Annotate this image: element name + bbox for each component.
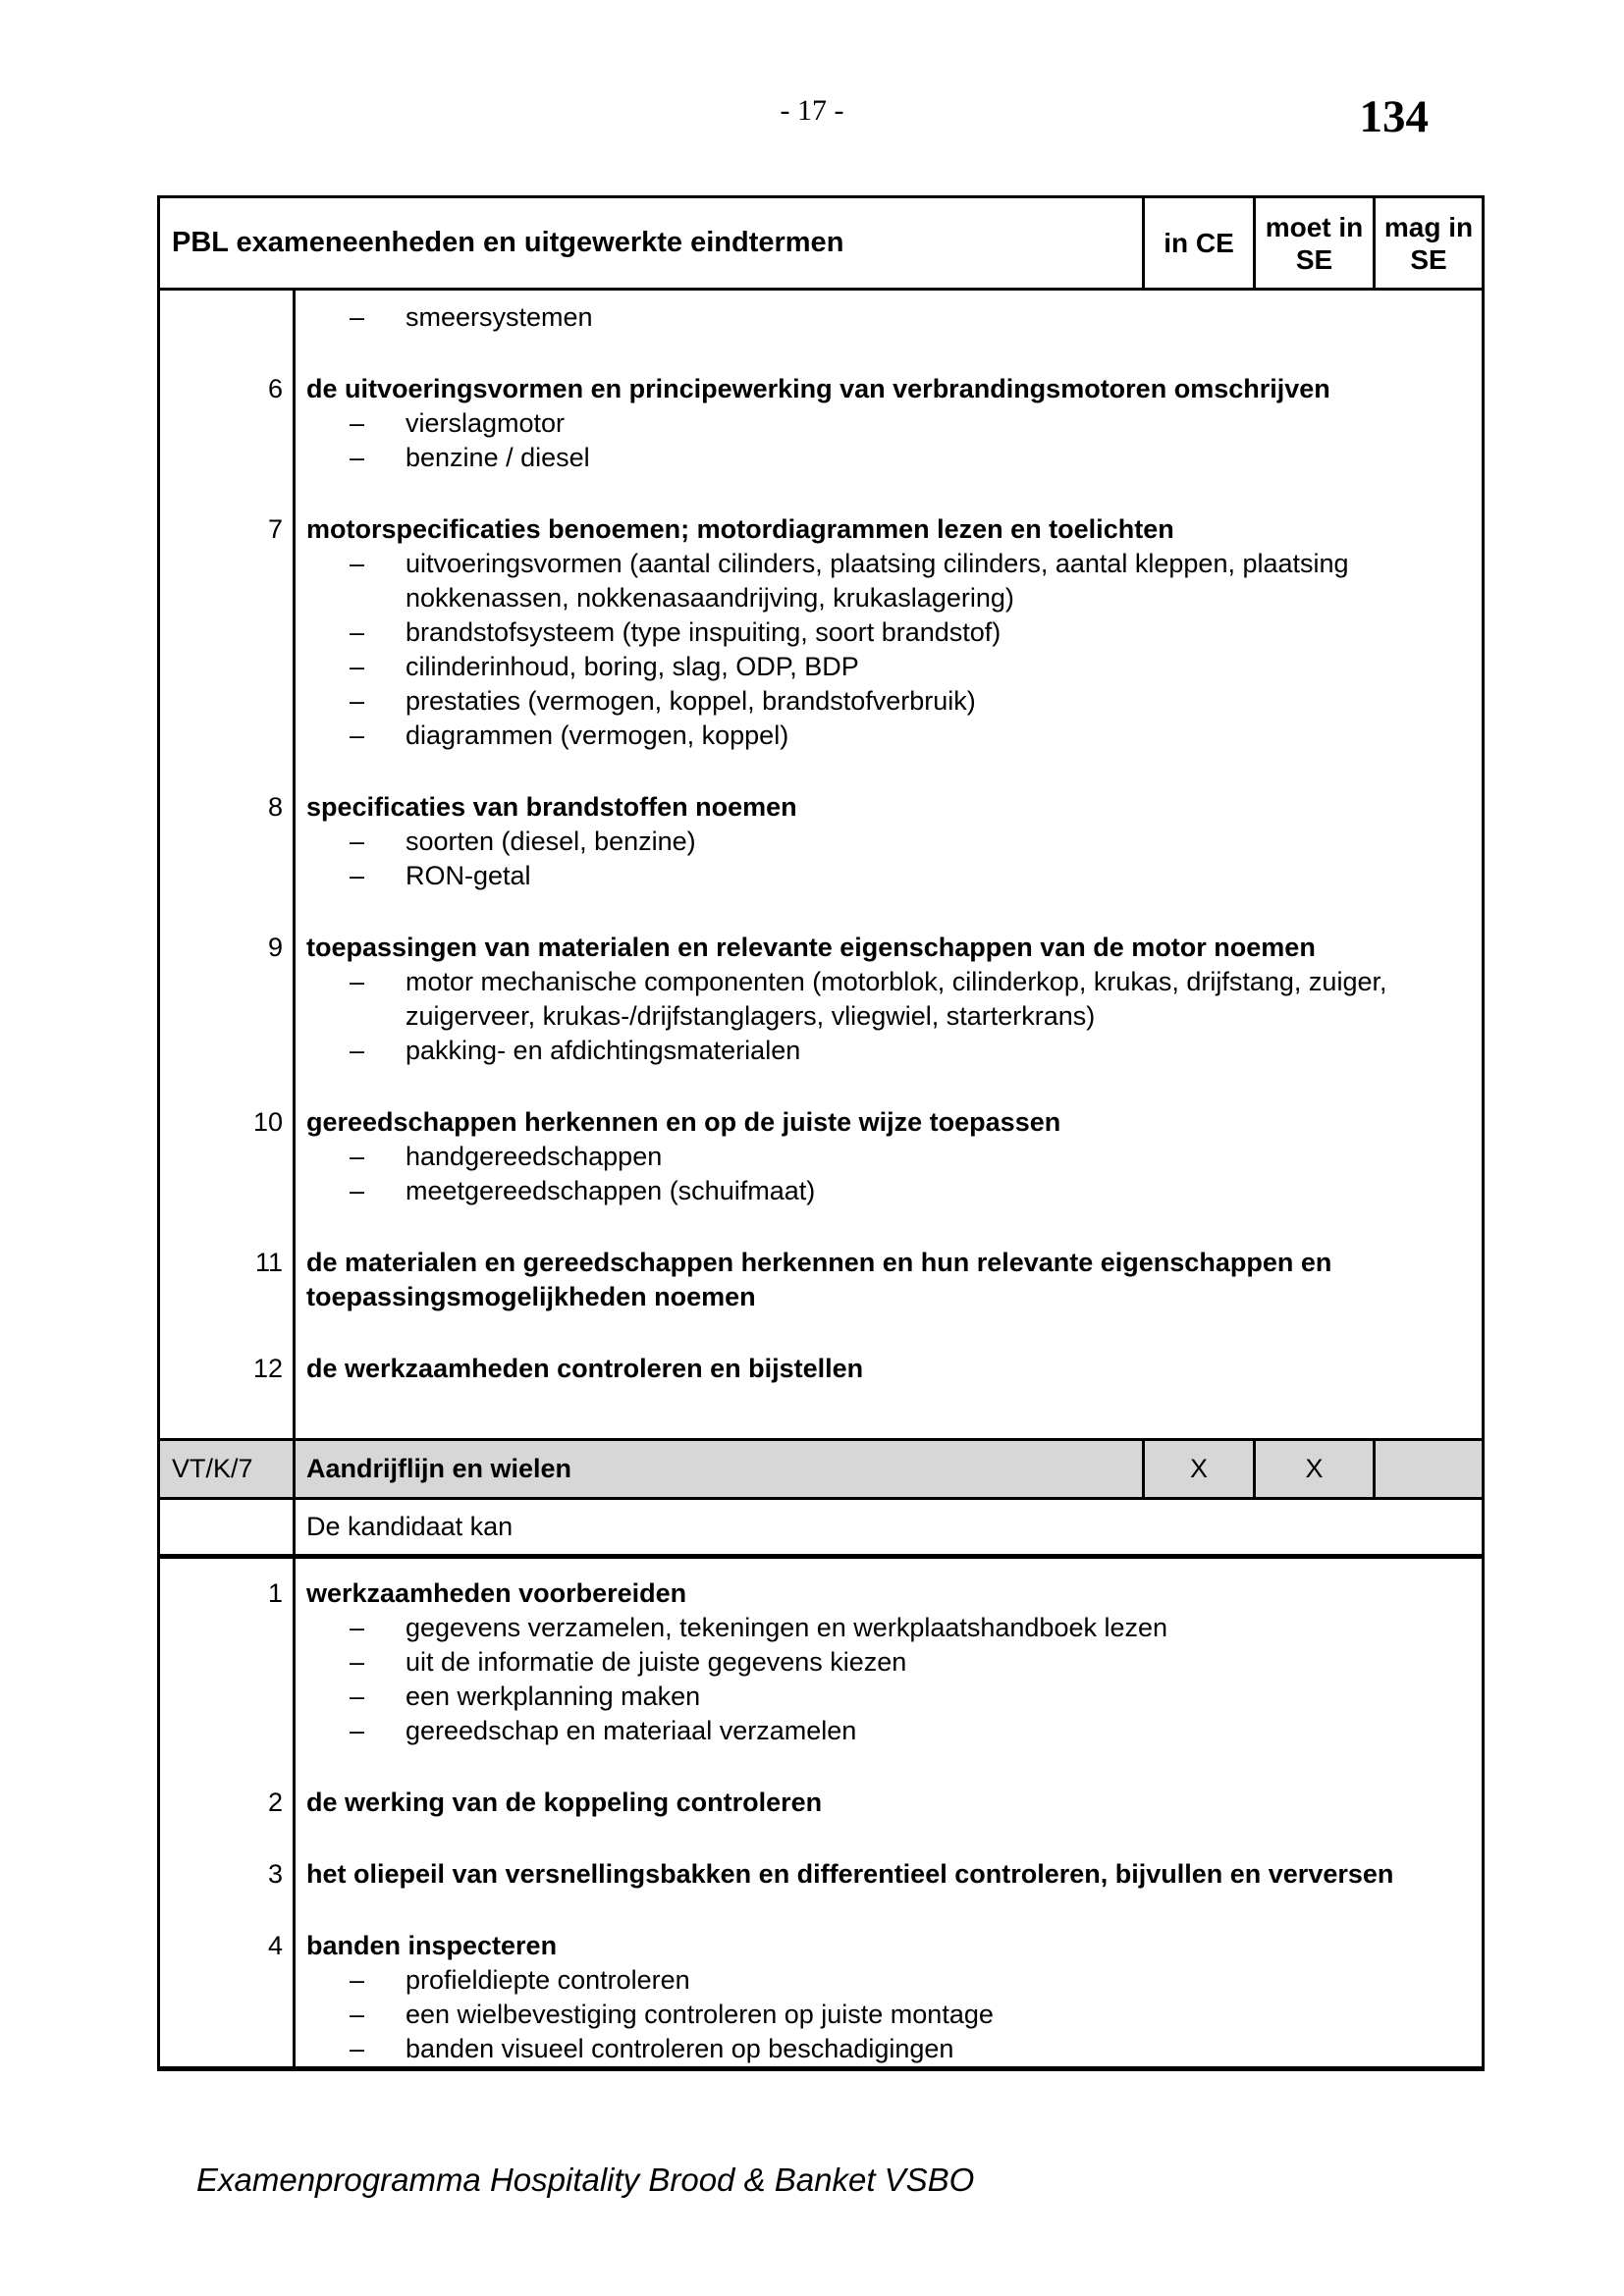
bullet-text: soorten (diesel, benzine) xyxy=(406,827,696,856)
bullet-item xyxy=(296,1034,1482,1068)
bullet-dash-icon: – xyxy=(350,652,365,681)
bullet-text: banden visueel controleren op beschadigingen xyxy=(406,2034,954,2063)
bullet-dash-icon: – xyxy=(350,2034,365,2063)
bullet-item xyxy=(296,441,1482,475)
section-title: de werkzaamheden controleren en bijstellen xyxy=(306,1354,864,1383)
bullet-text: gereedschap en materiaal verzamelen xyxy=(406,1716,857,1745)
section-title: de uitvoeringsvormen en principewerking van verbrandingsmotoren omschrijven xyxy=(306,374,1330,403)
bullet-item xyxy=(296,859,1482,893)
section-title: de materialen en gereedschappen herkennen en hun relevante eigenschappen en toepassingsmogelijkheden noemen xyxy=(306,1248,1332,1311)
section-title-line xyxy=(267,1576,1482,1611)
bullet-dash-icon: – xyxy=(350,302,365,332)
bullet-dash-icon: – xyxy=(350,686,365,716)
page-number-right: 134 xyxy=(1359,91,1429,142)
section-title-line xyxy=(252,1105,1482,1140)
body-row-engine-unit xyxy=(160,291,1482,1441)
section-number: 10 xyxy=(252,1107,283,1137)
col-header-in-ce: in CE xyxy=(1145,198,1256,288)
document-footer: Examenprogramma Hospitality Brood & Banket VSBO xyxy=(196,2162,975,2198)
eindtermen-content xyxy=(267,1559,1482,2066)
section-number: 2 xyxy=(267,1788,283,1817)
bullet-dash-icon: – xyxy=(350,1036,365,1065)
section xyxy=(267,1857,1482,1892)
section-title-line xyxy=(252,1352,1482,1386)
bullet-dash-icon: – xyxy=(350,1716,365,1745)
bullet-dash-icon: – xyxy=(350,1176,365,1205)
unit-mag-in-se-mark xyxy=(1376,1441,1482,1497)
bullet-item xyxy=(296,1998,1482,2032)
section-title: gereedschappen herkennen en op de juiste wijze toepassen xyxy=(306,1107,1061,1137)
bullet-dash-icon: – xyxy=(350,1613,365,1642)
bullet-item xyxy=(296,719,1482,753)
unit-in-ce-mark: X xyxy=(1145,1441,1256,1497)
bullet-text: smeersystemen xyxy=(406,302,593,332)
section-title: toepassingen van materialen en relevante eigenschappen van de motor noemen xyxy=(306,933,1316,962)
bullet-dash-icon: – xyxy=(350,443,365,472)
bullet-text: profieldiepte controleren xyxy=(406,1965,690,1995)
bullet-item xyxy=(296,547,1482,615)
section xyxy=(267,790,1482,893)
bullet-item xyxy=(296,300,1482,335)
table-title-cell: PBL exameneenheden en uitgewerkte eindtermen xyxy=(160,198,1145,288)
section xyxy=(252,1352,1482,1386)
bullet-text: uit de informatie de juiste gegevens kiezen xyxy=(406,1647,907,1677)
bullet-dash-icon: – xyxy=(350,721,365,750)
number-column xyxy=(160,1500,296,1554)
col-header-moet-in-se: moet in SE xyxy=(1256,198,1376,288)
section-number: 6 xyxy=(267,374,283,403)
col-header-mag-in-se: mag in SE xyxy=(1383,211,1474,275)
bullet-item xyxy=(296,1963,1482,1998)
kandidaat-label: De kandidaat kan xyxy=(306,1512,514,1541)
section-title: banden inspecteren xyxy=(306,1931,558,1960)
section-title: specificaties van brandstoffen noemen xyxy=(306,792,797,822)
unit-code: VT/K/7 xyxy=(160,1441,296,1497)
bullet-text: prestaties (vermogen, koppel, brandstofverbruik) xyxy=(406,686,976,716)
bullet-dash-icon: – xyxy=(350,827,365,856)
section-number: 12 xyxy=(252,1354,283,1383)
bullet-text: handgereedschappen xyxy=(406,1142,663,1171)
eindtermen-content xyxy=(252,291,1482,1438)
section xyxy=(267,1576,1482,1748)
bullet-dash-icon: – xyxy=(350,408,365,438)
table-header-row xyxy=(160,198,1482,291)
section-title-line xyxy=(267,372,1482,406)
section-title-line xyxy=(254,1246,1482,1314)
section xyxy=(252,1105,1482,1208)
section-title-line xyxy=(267,1857,1482,1892)
section xyxy=(267,1786,1482,1820)
section-number: 4 xyxy=(267,1931,283,1960)
bullet-item xyxy=(296,1714,1482,1748)
eindtermen-table xyxy=(157,195,1485,2071)
unit-moet-in-se-mark: X xyxy=(1256,1441,1376,1497)
body-row-aandrijflijn xyxy=(160,1559,1482,2066)
bullet-text: meetgereedschappen (schuifmaat) xyxy=(406,1176,816,1205)
bullet-text: vierslagmotor xyxy=(406,408,566,438)
section-title-line xyxy=(267,1929,1482,1963)
section xyxy=(267,512,1482,753)
section-title-line xyxy=(267,1786,1482,1820)
bullet-item xyxy=(296,2032,1482,2066)
bullet-item xyxy=(296,1611,1482,1645)
bullet-dash-icon: – xyxy=(350,2000,365,2029)
bullet-dash-icon: – xyxy=(350,1647,365,1677)
section-title: motorspecificaties benoemen; motordiagrammen lezen en toelichten xyxy=(306,514,1174,544)
section xyxy=(267,1929,1482,2066)
unit-title: Aandrijflijn en wielen xyxy=(296,1441,1145,1497)
bullet-text: brandstofsysteem (type inspuiting, soort brandstof) xyxy=(406,617,1001,647)
bullet-text: diagrammen (vermogen, koppel) xyxy=(406,721,789,750)
section-number: 9 xyxy=(267,933,283,962)
kandidaat-row xyxy=(160,1500,1482,1559)
section-title-line xyxy=(267,512,1482,547)
bullet-text: een wielbevestiging controleren op juiste montage xyxy=(406,2000,994,2029)
section xyxy=(267,931,1482,1068)
section-title: de werking van de koppeling controleren xyxy=(306,1788,823,1817)
bullet-dash-icon: – xyxy=(350,1965,365,1995)
unit-row-vtk7 xyxy=(160,1441,1482,1500)
section xyxy=(254,1246,1482,1314)
section-title-line xyxy=(267,790,1482,825)
page-number-center: - 17 - xyxy=(780,94,844,127)
bullet-item xyxy=(296,1680,1482,1714)
bullet-item xyxy=(296,1140,1482,1174)
bullet-dash-icon: – xyxy=(350,617,365,647)
bullet-item xyxy=(296,1174,1482,1208)
bullet-text: pakking- en afdichtingsmaterialen xyxy=(406,1036,801,1065)
bullet-text: uitvoeringsvormen (aantal cilinders, plaatsing cilinders, aantal kleppen, plaatsing nokkenassen, nokkenasaandrijving, krukaslagering) xyxy=(406,549,1349,613)
bullet-text: een werkplanning maken xyxy=(406,1682,701,1711)
bullet-item xyxy=(296,684,1482,719)
bullet-dash-icon: – xyxy=(350,1142,365,1171)
bullet-item xyxy=(296,650,1482,684)
section-number: 3 xyxy=(267,1859,283,1889)
bullet-item xyxy=(296,825,1482,859)
bullet-dash-icon: – xyxy=(350,549,365,578)
section xyxy=(267,372,1482,475)
section-number: 1 xyxy=(267,1578,283,1608)
section-number: 11 xyxy=(254,1248,283,1277)
bullet-dash-icon: – xyxy=(350,1682,365,1711)
bullet-dash-icon: – xyxy=(350,967,365,996)
bullet-item xyxy=(296,406,1482,441)
bullet-item xyxy=(296,965,1482,1034)
bullet-item xyxy=(296,1645,1482,1680)
bullet-text: cilinderinhoud, boring, slag, ODP, BDP xyxy=(406,652,859,681)
bullet-text: motor mechanische componenten (motorblok, cilinderkop, krukas, drijfstang, zuiger, zuigerveer, krukas-/drijfstanglagers, vliegwiel, starterkrans) xyxy=(406,967,1387,1031)
section-title: werkzaamheden voorbereiden xyxy=(306,1578,687,1608)
section-title: het oliepeil van versnellingsbakken en differentieel controleren, bijvullen en verversen xyxy=(306,1859,1394,1889)
section-title-line xyxy=(267,931,1482,965)
bullet-text: benzine / diesel xyxy=(406,443,590,472)
bullet-dash-icon: – xyxy=(350,861,365,890)
bullet-text: RON-getal xyxy=(406,861,531,890)
section-number: 7 xyxy=(267,514,283,544)
bullet-text: gegevens verzamelen, tekeningen en werkplaatshandboek lezen xyxy=(406,1613,1168,1642)
section-number: 8 xyxy=(267,792,283,822)
bullet-item xyxy=(296,615,1482,650)
